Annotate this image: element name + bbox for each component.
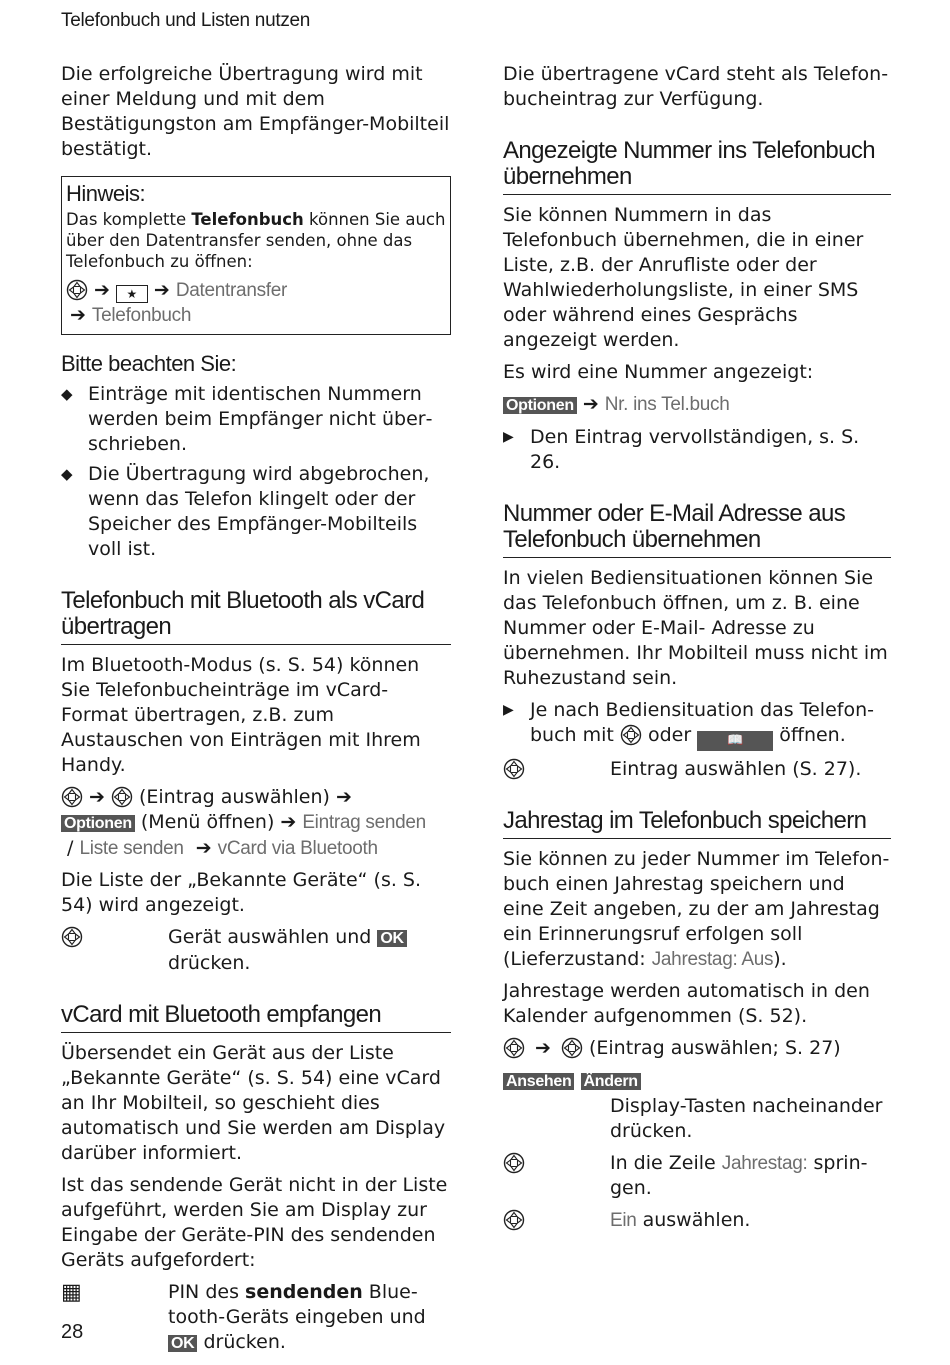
menu-telefonbuch: Telefonbuch [91, 305, 192, 326]
note-box [61, 176, 451, 335]
section-title-anniversary: Jahrestag im Telefonbuch speichern [503, 808, 891, 839]
display-keys [503, 1068, 891, 1094]
key-aendern: Ändern [581, 1073, 641, 1090]
key-ok: OK [168, 1335, 197, 1352]
control-key-icon [503, 758, 525, 780]
instruction-row: Eintrag auswählen (S. 27). [503, 757, 891, 782]
control-key-icon [111, 786, 133, 808]
menu-datentransfer: Datentransfer [175, 280, 288, 301]
arrow-icon: ➔ [195, 837, 212, 859]
control-key-icon [61, 926, 83, 948]
menu-send-list: Liste senden [79, 838, 184, 859]
left-column [61, 62, 451, 1363]
running-header: Telefonbuch und Listen nutzen [61, 10, 311, 31]
intro-paragraph: Die erfolgreiche Übertragung wird mit einer Meldung und mit dem Bestätigungston am Empfänger-Mobilteil bestätigt. [61, 63, 450, 160]
intro-paragraph: Die übertragene vCard steht als Telefonbucheintrag zur Verfügung. [503, 63, 889, 110]
note-sequence-2 [66, 303, 446, 328]
triangle-right-icon: ▶ [503, 702, 514, 718]
bullet-item: ◆ Einträge mit identischen Nummern werden beim Empfänger nicht überschrieben. [61, 383, 433, 455]
attention-title: Bitte beachten Sie: [61, 351, 237, 376]
paragraph: Ist das sendende Gerät nicht in der Liste aufgeführt, werden Sie am Display zur Eingabe der Geräte-PIN des sendenden Geräts aufgefordert: [61, 1174, 448, 1271]
control-key-icon [503, 1152, 525, 1174]
arrow-icon: ➔ [335, 786, 352, 808]
note-body: Das komplette Telefonbuch können Sie auch über den Datentransfer senden, ohne das Telefonbuch zu öffnen: [66, 210, 446, 271]
instruction-row: Display-Tasten nacheinander drücken. [610, 1095, 883, 1142]
paragraph: Übersendet ein Gerät aus der Liste „Bekannte Geräte“ (s. S. 54) eine vCard an Ihr Mobilteil, so geschieht dies automatisch und Sie werden am Display darüber informiert. [61, 1042, 446, 1164]
control-key-icon [620, 724, 642, 746]
instruction-row: ▦ PIN des sendenden Bluetooth-Geräts eingeben und OK drücken. [61, 1280, 426, 1353]
keypad-icon: ▦ [61, 1280, 82, 1305]
action-item: ▶ Den Eintrag vervollständigen, s. S. 26. [503, 426, 860, 473]
triangle-right-icon: ▶ [503, 429, 514, 445]
right-column [503, 62, 891, 1240]
instruction-row: In die Zeile Jahrestag: springen. [503, 1151, 891, 1201]
paragraph: Im Bluetooth-Modus (s. S. 54) können Sie Telefonbucheinträge im vCard-Format übertragen, z.B. zum Austauschen von Einträgen mit Ihrem Handy. [61, 654, 421, 776]
page-number: 28 [61, 1321, 84, 1343]
operation-sequence [503, 392, 891, 418]
control-key-icon [503, 1209, 525, 1231]
section-title-number-to-phonebook: Angezeigte Nummer ins Telefonbuch übernehmen [503, 138, 891, 195]
operation-sequence: ➔ (Eintrag auswählen) ➔ Optionen (Menü öffnen) ➔ Eintrag senden / Liste senden ➔ vCard via Bluetooth [61, 785, 451, 861]
section-title-vcard-send: Telefonbuch mit Bluetooth als vCard übertragen [61, 588, 451, 645]
instruction-row: Gerät auswählen und OK drücken. [61, 925, 451, 976]
key-ok: OK [377, 930, 406, 947]
section-title-vcard-receive: vCard mit Bluetooth empfangen [61, 1002, 451, 1033]
arrow-icon: ➔ [94, 279, 110, 301]
paragraph: Die Liste der „Bekannte Geräte“ (s. S. 54) wird angezeigt. [61, 869, 422, 916]
arrow-icon: ➔ [153, 279, 170, 301]
paragraph: Es wird eine Nummer angezeigt: [503, 361, 814, 383]
control-key-icon [561, 1037, 583, 1059]
star-key-icon: ★ [116, 285, 148, 303]
bullet-item: ◆ Die Übertragung wird abgebrochen, wenn das Telefon klingelt oder der Speicher des Empfänger-Mobilteils voll ist. [61, 463, 430, 560]
arrow-icon: ➔ [89, 786, 105, 808]
paragraph: In vielen Bediensituationen können Sie das Telefonbuch öffnen, um z. B. eine Nummer oder E-Mail- Adresse zu übernehmen. Ihr Mobilteil muss nicht im Ruhezustand sein. [503, 567, 888, 689]
phonebook-key-icon: 📖 [697, 731, 773, 751]
note-title: Hinweis: [66, 181, 146, 206]
diamond-icon: ◆ [61, 465, 73, 483]
paragraph: Sie können zu jeder Nummer im Telefonbuch einen Jahrestag speichern und eine Zeit angeben, zu der am Jahrestag ein Erinnerungsruf erfolgen soll (Lieferzustand: Jahrestag: Aus). [503, 848, 890, 970]
paragraph: Sie können Nummern in das Telefonbuch übernehmen, die in einer Liste, z.B. der Anrufliste oder der Wahlwiederholungsliste, in einer SMS oder während eines Gesprächs angezeigt werden. [503, 204, 864, 351]
arrow-icon: ➔ [280, 811, 297, 833]
operation-sequence: ➔ (Eintrag auswählen; S. 27) [503, 1036, 891, 1061]
key-ansehen: Ansehen [503, 1073, 574, 1090]
menu-vcard-bluetooth: vCard via Bluetooth [217, 838, 378, 859]
control-key-icon [66, 279, 88, 301]
paragraph: Jahrestage werden automatisch in den Kalender aufgenommen (S. 52). [503, 980, 870, 1027]
instruction-row: Ein auswählen. [503, 1208, 891, 1233]
key-options: Optionen [503, 397, 577, 414]
menu-send-entry: Eintrag senden [302, 812, 426, 833]
arrow-icon: ➔ [582, 393, 599, 415]
section-title-number-email: Nummer oder E-Mail Adresse aus Telefonbuch übernehmen [503, 501, 891, 558]
key-options: Optionen [61, 815, 135, 832]
control-key-icon [503, 1037, 525, 1059]
arrow-icon: ➔ [70, 304, 86, 326]
note-sequence [66, 278, 446, 303]
action-item: ▶ Je nach Bediensituation das Telefonbuch mit oder 📖 öffnen. [503, 698, 891, 751]
arrow-icon: ➔ [535, 1037, 551, 1059]
control-key-icon [61, 786, 83, 808]
menu-nr-ins-telbuch: Nr. ins Tel.buch [604, 394, 730, 415]
diamond-icon: ◆ [61, 385, 73, 403]
